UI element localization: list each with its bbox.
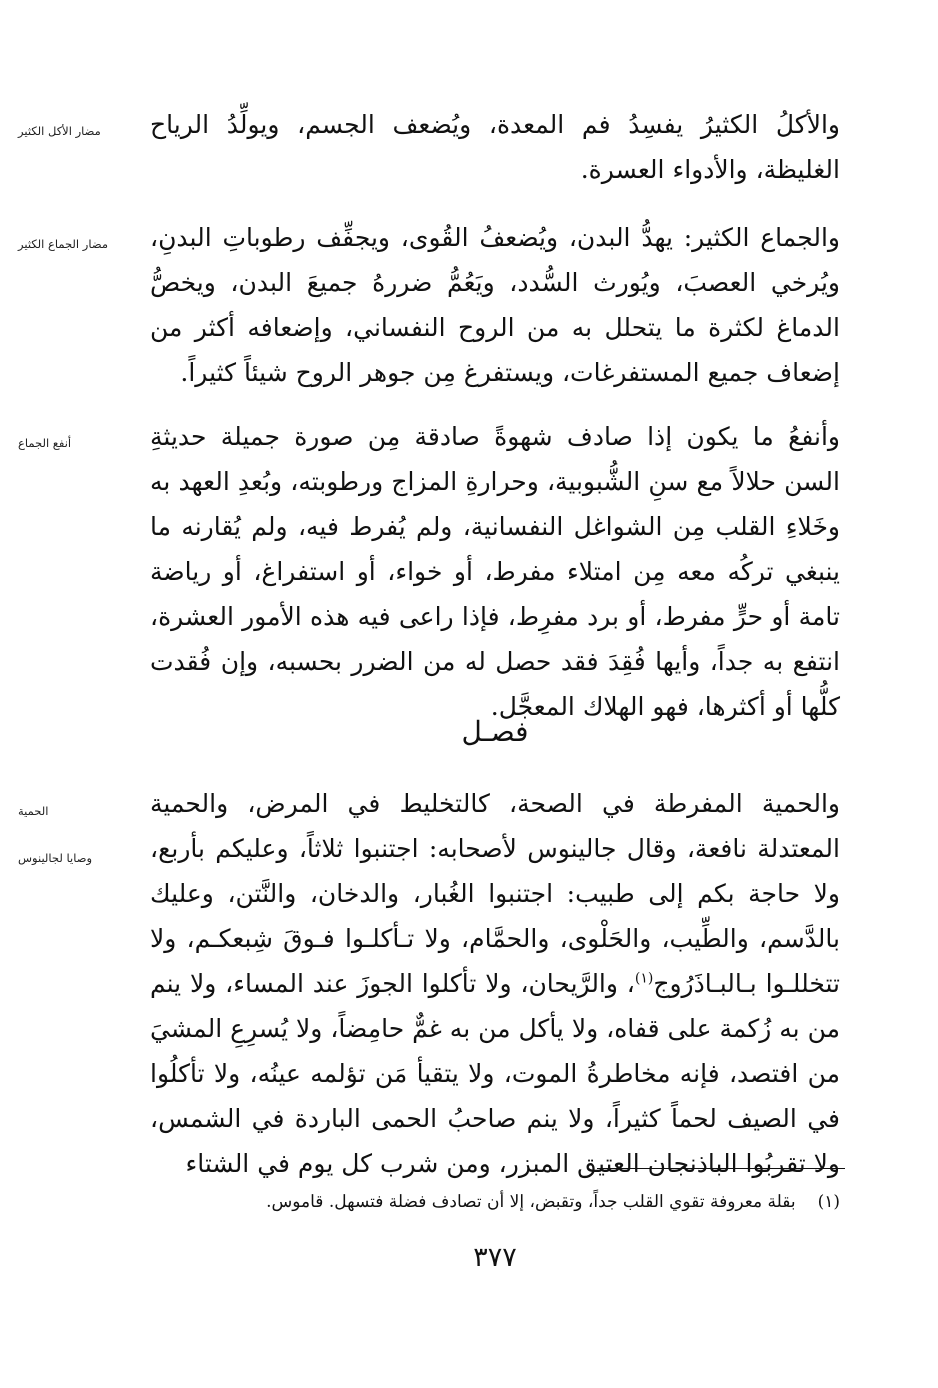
footnote-reference: (١) [634, 970, 654, 987]
margin-note-diet: الحمية [18, 804, 49, 818]
paragraph-eating: والأكلُ الكثيرُ يفسِدُ فم المعدة، ويُضعف الجسم، ويولِّدُ الرياح الغليظة، والأدواء العسرة. [150, 110, 840, 184]
page-number: ٣٧٧ [473, 1242, 517, 1273]
paragraph-diet-part-2: ، والرَّيحان، ولا تأكلوا الجوزَ عند المساء، ولا ينم من به زُكمة على قفاه، ولا يأكل من به غمٌّ حامِضاً، ولا يُسرِعِ المشيَ من افتصد، فإنه مخاطرةُ الموت، ولا يتقيأ مَن تؤلمه عينُه، ولا تأكلُوا في الصيف لحماً كثيراً، ولا ينم صاحبُ الحمى الباردة في الشمس، ولا تقربُوا الباذنجان العتيق المبزر، ومن شرب كل يوم في الشتاء [150, 969, 840, 1178]
footnote-marker: (١) [817, 1192, 840, 1212]
footnote [150, 1188, 840, 1216]
margin-note-galen-advice: وصايا لجالينوس [18, 851, 93, 865]
margin-note-intercourse-excess: مضار الجماع الكثير [18, 237, 108, 251]
paragraph-diet [150, 781, 840, 1186]
footnote-divider [597, 1168, 845, 1169]
section-heading: فصـل [461, 715, 529, 748]
paragraph-diet-part-1: والحمية المفرطة في الصحة، كالتخليط في المرض، والحمية المعتدلة نافعة، وقال جالينوس لأصحابه: اجتنبوا ثلاثاً، وعليكم بأربع، ولا حاجة بكم إلى طبيب: اجتنبوا الغُبار، والدخان، والنَّتن، وعليك بالدَّسم، والطِّيب، والحَلْوى، والحمَّام، ولا تـأكلـوا فـوقَ شِبعكـم، ولا تتخللـوا بـالبـاذَرُوج [150, 789, 840, 998]
paragraph-intercourse-benefit: وأنفعُ ما يكون إذا صادف شهوةً صادقة مِن صورة جميلة حديثةِ السن حلالاً مع سنِ الشُّبوبية، وحرارةِ المزاج ورطوبته، وبُعدِ العهد به وخَلاءِ القلب مِن الشواغل النفسانية، ولم يُفرط فيه، ولم يُقارنه ما ينبغي تركُه معه مِن امتلاء مفرط، أو خواء، أو استفراغ، أو رياضة تامة أو حرٍّ مفرط، أو برد مفرِط، فإذا راعى فيه هذه الأمور العشرة، انتفع به جداً، وأيها فُقِدَ فقد حصل له من الضرر بحسبه، وإن فُقدت كلُّها أو أكثرها، فهو الهلاك المعجَّل. [150, 422, 840, 721]
paragraph-intercourse-excess: والجماع الكثير: يهدُّ البدن، ويُضعفُ القُوى، ويجفِّف رطوباتِ البدنِ، ويُرخي العصبَ، ويُورث السُّدد، ويَعُمُّ ضررهُ جميعَ البدن، ويخصُّ الدماغ لكثرة ما يتحلل به من الروح النفساني، وإضعافه أكثر من إضعاف جميع المستفرغات، ويستفرغ مِن جوهر الروح شيئاً كثيراً. [150, 223, 840, 387]
margin-note-eating: مضار الأكل الكثير [18, 124, 101, 138]
footnote-text: بقلة معروفة تقوي القلب جداً، وتقبض، إلا أن تصادف فضلة فتسهل. قاموس. [266, 1192, 796, 1212]
margin-note-intercourse-benefit: أنفع الجماع [18, 436, 72, 450]
